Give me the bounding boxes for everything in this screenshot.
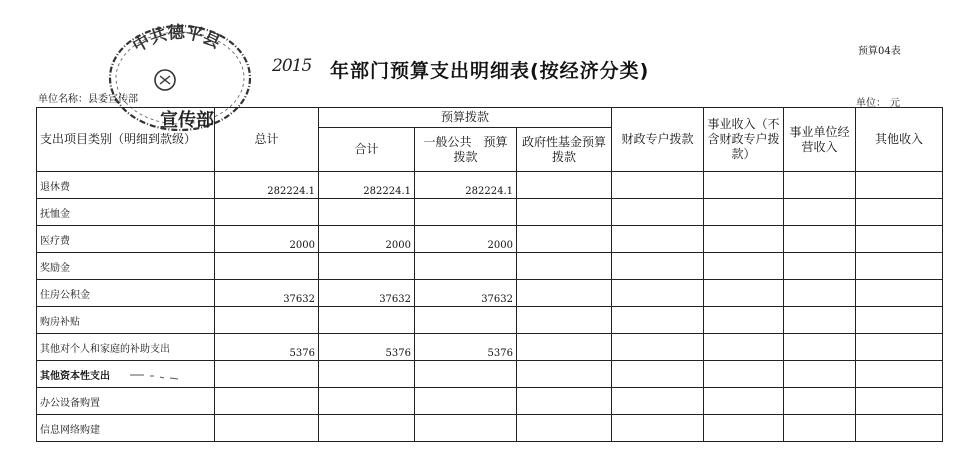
budget-table [36, 107, 943, 442]
cell-total: 2000 [215, 226, 319, 253]
cell-general [415, 307, 517, 334]
cell-total [215, 415, 319, 442]
document-title: 年部门预算支出明细表(按经济分类) [330, 60, 650, 82]
unit-name [38, 90, 138, 105]
cell-fund [517, 199, 612, 226]
cell-fund [517, 226, 612, 253]
cell-fund [517, 388, 612, 415]
cell-fiscal-special [612, 253, 704, 280]
cell-total: 282224.1 [215, 172, 319, 199]
cell-subtotal [319, 388, 415, 415]
header-budget-group: 预算拨款 [319, 108, 612, 128]
row-label [37, 361, 215, 388]
cell-other-income [856, 199, 943, 226]
row-label: 退休费 [37, 172, 215, 199]
cell-business-income [704, 388, 784, 415]
pen-scribble [130, 372, 180, 380]
unit-name-label: 单位名称： [38, 94, 88, 105]
cell-business-unit [784, 253, 856, 280]
row-label: 办公设备购置 [37, 388, 215, 415]
document-year: 2015 [272, 56, 312, 76]
cell-general: 37632 [415, 280, 517, 307]
cell-total [215, 253, 319, 280]
cell-other-income [856, 361, 943, 388]
cell-general: 5376 [415, 334, 517, 361]
cell-fund [517, 334, 612, 361]
row-label: 住房公积金 [37, 280, 215, 307]
cell-business-unit [784, 334, 856, 361]
cell-other-income [856, 334, 943, 361]
unit-name-value: 县委宣传部 [88, 94, 138, 105]
cell-fiscal-special [612, 361, 704, 388]
cell-subtotal [319, 415, 415, 442]
cell-general: 2000 [415, 226, 517, 253]
cell-general: 282224.1 [415, 172, 517, 199]
cell-business-income [704, 415, 784, 442]
cell-fiscal-special [612, 172, 704, 199]
header-total: 总计 [215, 108, 319, 172]
seal-department: 宣传部 [160, 110, 214, 131]
cell-business-unit [784, 199, 856, 226]
cell-fund [517, 415, 612, 442]
cell-fiscal-special [612, 415, 704, 442]
seal-text: 中共德平县 [129, 22, 224, 57]
table-row [37, 280, 943, 307]
form-number: 预算04表 [858, 46, 901, 57]
cell-fiscal-special [612, 307, 704, 334]
cell-subtotal [319, 361, 415, 388]
unit-label: 单位： [856, 98, 886, 109]
table-row [37, 226, 943, 253]
header-category: 支出项目类别（明细到款级） [37, 108, 215, 172]
cell-fiscal-special [612, 334, 704, 361]
cell-fiscal-special [612, 280, 704, 307]
header-other-income: 其他收入 [856, 108, 943, 172]
row-label: 其他对个人和家庭的补助支出 [37, 334, 215, 361]
header-fund: 政府性基金预算拨款 [517, 128, 612, 172]
cell-total [215, 307, 319, 334]
cell-business-unit [784, 280, 856, 307]
row-label: 医疗费 [37, 226, 215, 253]
cell-total: 37632 [215, 280, 319, 307]
cell-general [415, 253, 517, 280]
cell-other-income [856, 172, 943, 199]
cell-business-income [704, 199, 784, 226]
cell-business-unit [784, 415, 856, 442]
cell-business-unit [784, 307, 856, 334]
cell-other-income [856, 307, 943, 334]
row-label-text: 其他资本性支出 [40, 370, 110, 382]
cell-total [215, 199, 319, 226]
table-row [37, 415, 943, 442]
cell-other-income [856, 280, 943, 307]
table-row [37, 307, 943, 334]
header-subtotal: 合计 [319, 128, 415, 172]
cell-total [215, 388, 319, 415]
cell-subtotal: 282224.1 [319, 172, 415, 199]
svg-text:中共德平县 [129, 22, 223, 57]
header-business-income: 事业收入（不含财政专户拨款） [704, 108, 784, 172]
cell-subtotal: 2000 [319, 226, 415, 253]
cell-fiscal-special [612, 199, 704, 226]
table-row [37, 334, 943, 361]
cell-business-income [704, 307, 784, 334]
cell-business-unit [784, 172, 856, 199]
unit-value: 元 [890, 98, 900, 109]
cell-general [415, 199, 517, 226]
header-general: 一般公共 预算拨款 [415, 128, 517, 172]
table-row [37, 388, 943, 415]
cell-other-income [856, 253, 943, 280]
header-business-unit: 事业单位经营收入 [784, 108, 856, 172]
cell-total: 5376 [215, 334, 319, 361]
table-row [37, 253, 943, 280]
cell-business-income [704, 226, 784, 253]
cell-business-unit [784, 388, 856, 415]
table-row [37, 199, 943, 226]
cell-fund [517, 253, 612, 280]
cell-business-income [704, 361, 784, 388]
cell-subtotal: 5376 [319, 334, 415, 361]
cell-general [415, 361, 517, 388]
cell-fund [517, 307, 612, 334]
table-row [37, 172, 943, 199]
cell-business-income [704, 280, 784, 307]
cell-general [415, 388, 517, 415]
cell-fiscal-special [612, 388, 704, 415]
cell-subtotal [319, 253, 415, 280]
cell-business-income [704, 334, 784, 361]
cell-fund [517, 361, 612, 388]
cell-business-unit [784, 361, 856, 388]
cell-business-income [704, 172, 784, 199]
cell-business-unit [784, 226, 856, 253]
cell-other-income [856, 415, 943, 442]
row-label: 购房补贴 [37, 307, 215, 334]
cell-subtotal [319, 199, 415, 226]
cell-other-income [856, 226, 943, 253]
cell-other-income [856, 388, 943, 415]
cell-general [415, 415, 517, 442]
cell-fiscal-special [612, 226, 704, 253]
cell-total [215, 361, 319, 388]
cell-fund [517, 280, 612, 307]
cell-subtotal [319, 307, 415, 334]
cell-business-income [704, 253, 784, 280]
row-label: 抚恤金 [37, 199, 215, 226]
header-fiscal-special: 财政专户拨款 [612, 108, 704, 172]
row-label: 奖励金 [37, 253, 215, 280]
row-label: 信息网络购建 [37, 415, 215, 442]
table-row [37, 361, 943, 388]
cell-subtotal: 37632 [319, 280, 415, 307]
cell-fund [517, 172, 612, 199]
